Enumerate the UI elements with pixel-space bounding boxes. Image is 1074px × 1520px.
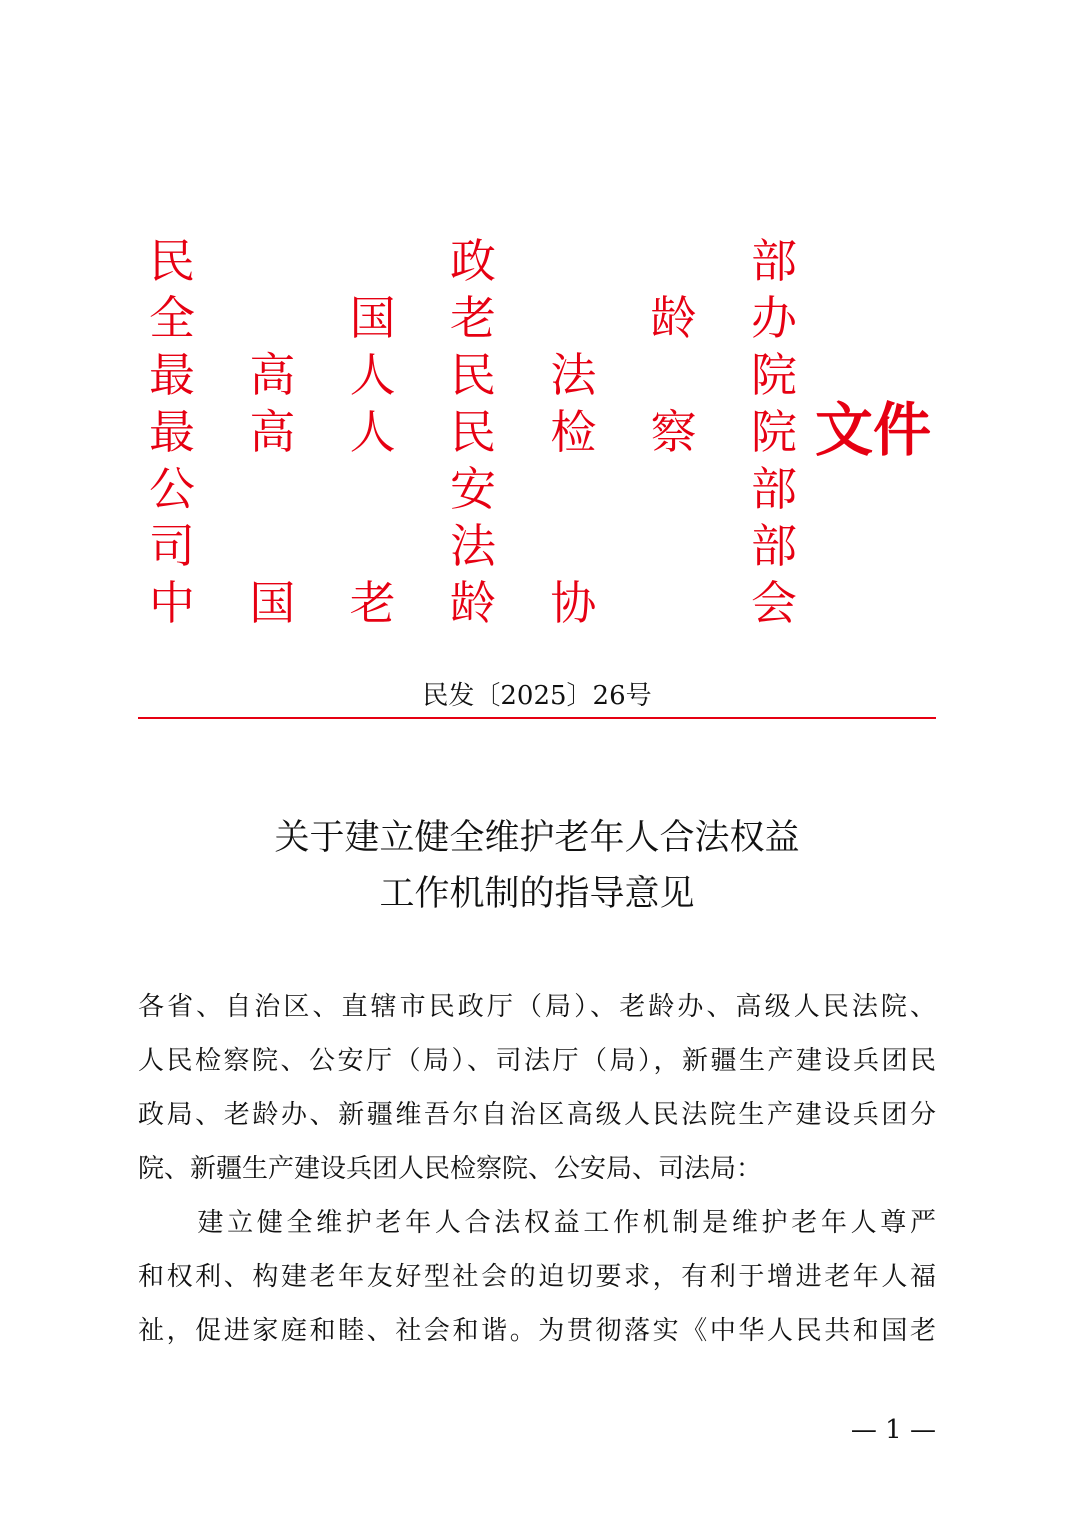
issuer-char: 最	[149, 348, 195, 402]
document-suffix: 文件	[815, 396, 932, 464]
issuer-char	[549, 518, 597, 575]
paragraph-line: 和权利、构建老年友好型社会的迫切要求，有利于增进老年人福	[138, 1262, 936, 1292]
issuer-char: 老	[349, 576, 396, 630]
issuer-char: 民	[149, 234, 195, 288]
issuer-char: 法	[550, 348, 597, 402]
issuer-char: 院	[750, 348, 797, 402]
issuer-char: 协	[550, 576, 597, 630]
issuer-char: 部	[750, 462, 797, 516]
issuer-char: 最	[149, 405, 195, 459]
addressee-line: 院、新疆生产建设兵团人民检察院、公安局、司法局：	[138, 1154, 763, 1184]
issuer-char: 高	[249, 348, 296, 402]
document-title-line-1: 关于建立健全维护老年人合法权益	[274, 818, 800, 858]
issuer-char: 安	[449, 462, 496, 516]
issuer-char	[650, 518, 698, 575]
document-title-line-2: 工作机制的指导意见	[379, 874, 695, 914]
body-paragraph	[138, 1196, 936, 1358]
issuer-char: 中	[149, 576, 195, 630]
header-divider	[138, 717, 936, 719]
issuer-char	[349, 461, 397, 518]
issuer-char: 司	[149, 519, 195, 573]
issuer-char: 办	[750, 291, 797, 345]
issuer-char	[650, 575, 698, 632]
issuer-block	[148, 233, 798, 632]
issuer-char	[650, 233, 698, 290]
issuer-char: 人	[349, 405, 396, 459]
document-number: 民发〔2025〕26号	[422, 681, 652, 711]
issuer-char: 民	[449, 405, 496, 459]
addressee-line: 人民检察院、公安厅（局）、司法厅（局），新疆生产建设兵团民	[138, 1046, 936, 1076]
issuer-char	[650, 461, 698, 518]
issuer-char: 检	[550, 405, 597, 459]
issuer-row-procuratorate	[148, 404, 798, 461]
addressee-block	[138, 980, 936, 1196]
issuer-char	[549, 290, 597, 347]
issuer-char	[248, 233, 296, 290]
addressee-line: 政局、老龄办、新疆维吾尔自治区高级人民法院生产建设兵团分	[138, 1100, 936, 1130]
issuer-char	[650, 347, 698, 404]
issuer-char: 人	[349, 348, 396, 402]
issuer-char	[549, 461, 597, 518]
issuer-char: 部	[750, 519, 797, 573]
issuer-char: 全	[149, 291, 195, 345]
issuer-char: 国	[249, 576, 296, 630]
issuer-char	[248, 518, 296, 575]
issuer-char	[248, 290, 296, 347]
paragraph-line: 祉，促进家庭和睦、社会和谐。为贯彻落实《中华人民共和国老	[138, 1316, 936, 1346]
issuer-char	[349, 233, 397, 290]
issuer-char	[349, 518, 397, 575]
issuer-char: 法	[449, 519, 496, 573]
issuer-row-aging-office	[148, 290, 798, 347]
issuer-char: 老	[449, 291, 496, 345]
issuer-char	[248, 461, 296, 518]
issuer-char: 察	[650, 405, 697, 459]
issuer-row-justice	[148, 518, 798, 575]
addressee-line: 各省、自治区、直辖市民政厅（局）、老龄办、高级人民法院、	[138, 992, 936, 1022]
issuer-char: 部	[750, 234, 797, 288]
issuer-char: 会	[750, 576, 797, 630]
issuer-char: 政	[449, 234, 496, 288]
issuer-row-supreme-court	[148, 347, 798, 404]
issuer-row-public-security	[148, 461, 798, 518]
paragraph-line: 建立健全维护老年人合法权益工作机制是维护老年人尊严	[138, 1208, 936, 1238]
issuer-char: 院	[750, 405, 797, 459]
issuer-char: 高	[249, 405, 296, 459]
issuer-char: 龄	[650, 291, 697, 345]
issuer-char: 龄	[449, 576, 496, 630]
issuer-char: 国	[349, 291, 396, 345]
issuer-row-aging-association	[148, 575, 798, 632]
page-number: — 1 —	[850, 1415, 936, 1445]
issuer-row-civil-affairs	[148, 233, 798, 290]
issuer-char: 公	[149, 462, 195, 516]
issuer-char: 民	[449, 348, 496, 402]
issuer-char	[549, 233, 597, 290]
